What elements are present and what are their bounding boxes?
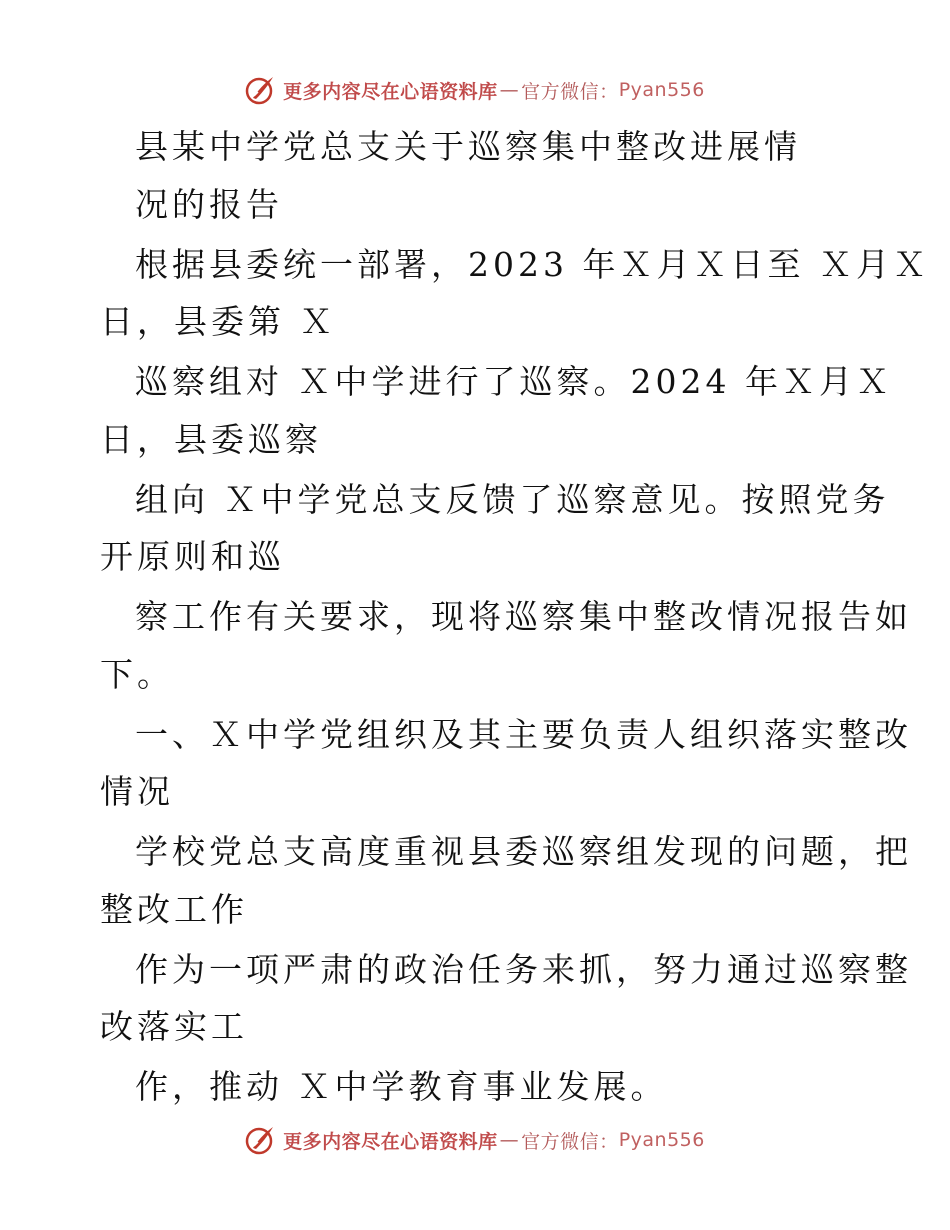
document-title-line-1: 县某中学党总支关于巡察集中整改进展情 — [135, 127, 801, 166]
banner-contact-id: Pyan556 — [618, 79, 705, 101]
paragraph-line: 日，县委巡察 — [100, 420, 322, 459]
paragraph-line: 整改工作 — [100, 890, 248, 929]
paragraph-line: 作为一项严肃的政治任务来抓，努力通过巡察整 — [135, 950, 912, 989]
banner-contact-label: 官方微信： — [521, 1130, 619, 1153]
document-title-line-2: 况的报告 — [135, 185, 283, 224]
section-heading-line: 一、Ｘ中学党组织及其主要负责人组织落实整改 — [135, 715, 912, 754]
paragraph-line: 组向 Ｘ中学党总支反馈了巡察意见。按照党务 — [135, 480, 890, 519]
footer-watermark-banner — [0, 1120, 950, 1160]
section-heading-line: 情况 — [100, 772, 174, 811]
paragraph-line: 巡察组对 Ｘ中学进行了巡察。2024 年Ｘ月Ｘ — [135, 362, 893, 401]
banner-brand-text: 更多内容尽在心语资料库 — [283, 1130, 498, 1153]
banner-contact-label: 官方微信： — [521, 80, 619, 103]
paragraph-line: 察工作有关要求，现将巡察集中整改情况报告如 — [135, 597, 912, 636]
paragraph-line: 学校党总支高度重视县委巡察组发现的问题，把 — [135, 832, 912, 871]
paragraph-line: 改落实工 — [100, 1007, 248, 1046]
banner-dash: — — [499, 79, 520, 101]
banner-dash: — — [499, 1129, 520, 1151]
banner-contact-id: Pyan556 — [618, 1129, 705, 1151]
paragraph-line: 下。 — [100, 655, 174, 694]
quill-pen-seal-icon — [245, 1124, 277, 1156]
banner-brand-text: 更多内容尽在心语资料库 — [283, 80, 498, 103]
paragraph-line: 开原则和巡 — [100, 537, 285, 576]
paragraph-line: 根据县委统一部署，2023 年Ｘ月Ｘ日至 Ｘ月Ｘ — [135, 245, 930, 284]
paragraph-line: 作，推动 Ｘ中学教育事业发展。 — [135, 1067, 668, 1106]
paragraph-line: 日，县委第 Ｘ — [100, 302, 337, 341]
